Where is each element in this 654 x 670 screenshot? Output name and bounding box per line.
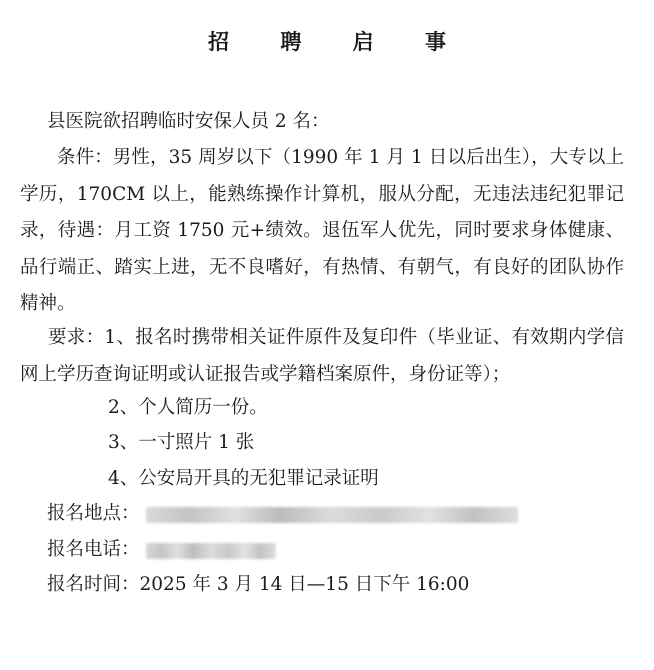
notice-title: 招 聘 启 事 [208,29,468,54]
signup-phone-label: 报名电话： [47,539,140,560]
signup-time-row [47,572,469,598]
signup-time-label: 报名时间： [47,574,140,595]
redacted-location [146,507,518,523]
intro-line: 县医院欲招聘临时安保人员 2 名： [47,111,330,132]
requirement-item-1: 要求：1、报名时携带相关证件原件及复印件（毕业证、有效期内学信网上学历查询证明或认证报告或学籍档案原件，身份证等）； [20,327,624,385]
requirement-item-4: 4、公安局开具的无犯罪记录证明 [108,468,379,489]
requirement-item-2: 2、个人简历一份。 [108,397,268,418]
signup-time-value: 2025 年 3 月 14 日—15 日下午 16:00 [139,574,470,595]
signup-location-label: 报名地点： [47,503,140,524]
conditions-paragraph: 条件：男性，35 周岁以下（1990 年 1 月 1 日以后出生），大专以上学历，170CM 以上，能熟练操作计算机，服从分配，无违法违纪犯罪记录，待遇：月工资 1750 元+绩效。退伍军人优先，同时要求身体健康、品行端正、踏实上进，无不良嗜好，有热情、有朝气，有良好的团队协作精神。 [20,147,624,315]
requirement-item-3: 3、一寸照片 1 张 [108,432,255,453]
redacted-phone [146,543,276,559]
